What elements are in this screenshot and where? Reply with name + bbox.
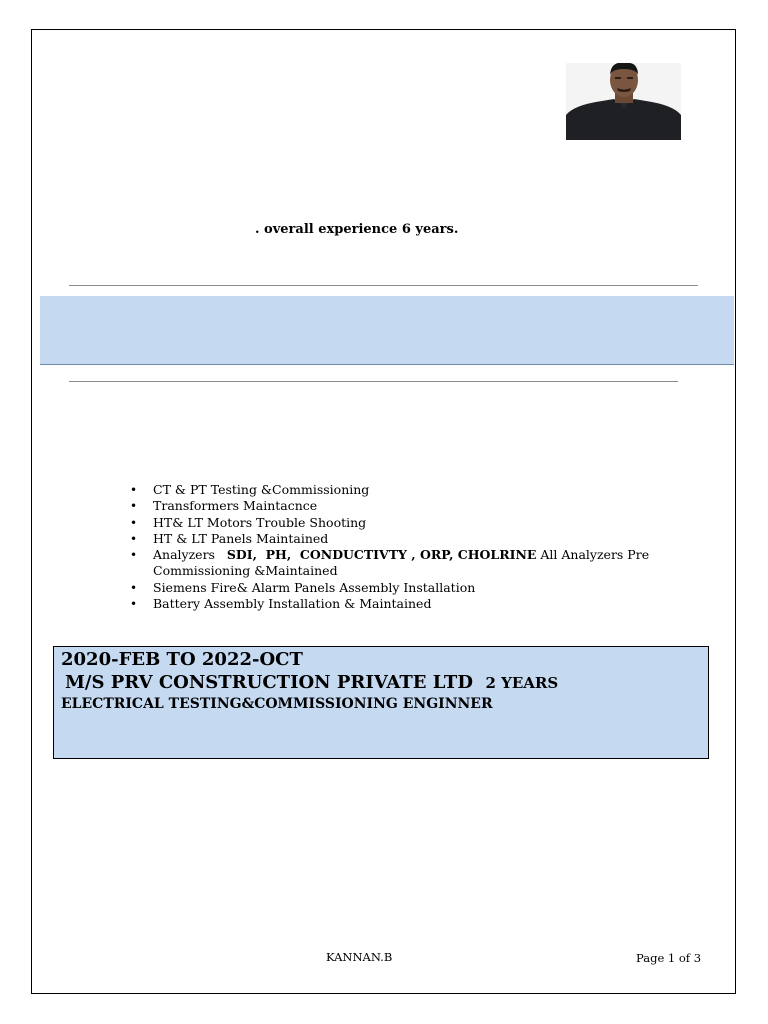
section-band (40, 296, 734, 365)
company-name: M/S PRV CONSTRUCTION PRIVATE LTD (65, 672, 473, 693)
divider-top (69, 285, 698, 286)
job-company (61, 671, 708, 695)
page-number: Page 1 of 3 (636, 951, 702, 965)
bullet-icon: • (130, 499, 138, 514)
list-item: • Analyzers SDI, PH, CONDUCTIVTY , ORP, CHOLRINE All Analyzers Pre Commissioning &Maintained (130, 547, 650, 579)
list-item: • Siemens Fire& Alarm Panels Assembly Installation (130, 579, 476, 595)
list-item: • Battery Assembly Installation & Maintained (130, 596, 432, 612)
list-item: • Transformers Maintacnce (130, 498, 318, 514)
bullet-icon: • (130, 597, 138, 612)
footer-name: KANNAN.B (326, 950, 393, 964)
skills-list (130, 482, 705, 612)
bullet-icon: • (130, 515, 138, 530)
list-item: • HT& LT Motors Trouble Shooting (130, 514, 367, 530)
bullet-icon: • (130, 580, 138, 595)
experience-summary: . overall experience 6 years. (255, 222, 459, 237)
job-period: 2020-FEB TO 2022-OCT (61, 649, 303, 670)
list-item: • HT & LT Panels Maintained (130, 530, 329, 546)
job-experience-box (53, 646, 709, 759)
bullet-icon: • (130, 531, 138, 546)
bullet-icon: • (130, 483, 138, 497)
list-item: • CT & PT Testing &Commissioning (130, 482, 370, 497)
job-duration: 2 YEARS (485, 674, 559, 692)
person-photo-icon (566, 63, 681, 140)
job-role: ELECTRICAL TESTING&COMMISSIONING ENGINNER (61, 696, 493, 712)
profile-photo (566, 63, 681, 140)
divider-bottom (69, 381, 678, 382)
bullet-icon: • (130, 548, 138, 563)
